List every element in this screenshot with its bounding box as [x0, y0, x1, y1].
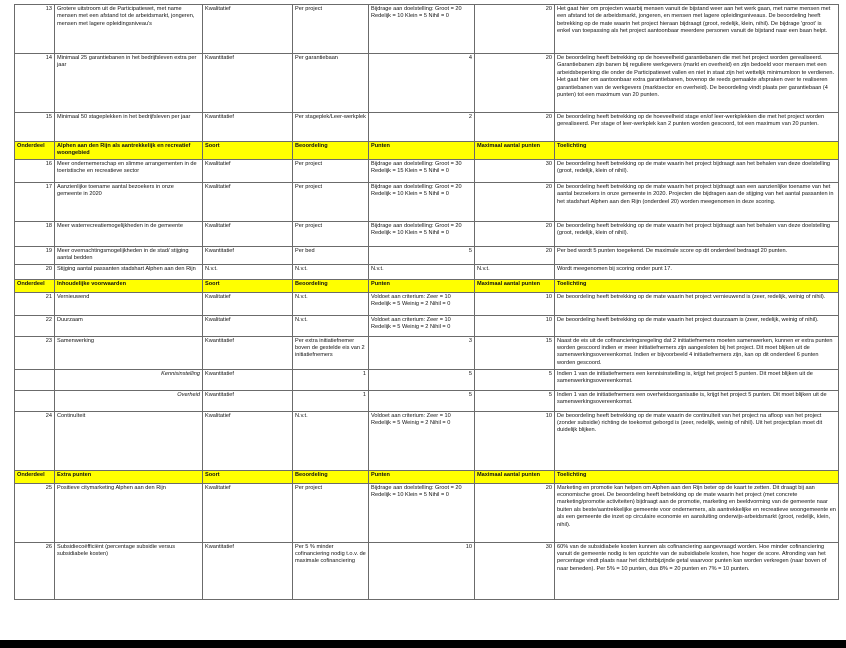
soort: Kwalitatief — [203, 411, 293, 470]
criterium: Stijging aantal passanten stadshart Alphen aan den Rijn — [55, 264, 203, 279]
criterium: Grotere uitstroom uit de Participatiewet, met name mensen met een afstand tot de arbeidsmarkt, jongeren, mensen met lagere opleidingsniveau's — [55, 5, 203, 54]
beoordeling: Per project — [293, 5, 369, 54]
soort: Kwantitatief — [203, 246, 293, 264]
beoordeling: 1 — [293, 369, 369, 390]
punten: Voldoet aan criterium: Zeer = 10 Redelijk = 5 Weinig = 2 Nihil = 0 — [369, 411, 475, 470]
soort: Kwalitatief — [203, 5, 293, 54]
row-number: 26 — [15, 542, 55, 599]
col-onderdeel: Onderdeel — [15, 470, 55, 483]
beoordeling: N.v.t. — [293, 264, 369, 279]
maximaal-punten: 20 — [475, 5, 555, 54]
toelichting: Toelichting — [555, 142, 839, 160]
maximaal-punten: 5 — [475, 369, 555, 390]
punten: Bijdrage aan doelstelling: Groot = 30 Redelijk = 15 Klein = 5 Nihil = 0 — [369, 159, 475, 182]
punten: 10 — [369, 542, 475, 599]
soort: Kwantitatief — [203, 542, 293, 599]
punten: Punten — [369, 279, 475, 292]
toelichting: Het gaat hier om projecten waarbij mensen vanuit de bijstand weer aan het werk gaan, met name mensen met een afstand tot de arbeidsmarkt, jongeren, en mensen met lagere opleidingsniveaus. De beoordeling heeft betrekking op de mate waarin het project hieraan bijdraagt (groot, redelijk, klein, nihil). De bijdrage 'groot' is enkel van toepassing als het project aantoonbaar meerdere personen vanuit de bijstand naar een baan helpt. — [555, 5, 839, 54]
maximaal-punten: 30 — [475, 542, 555, 599]
table-row — [15, 221, 839, 246]
soort: Kwalitatief — [203, 292, 293, 315]
table-row — [15, 542, 839, 599]
table-row — [15, 5, 839, 54]
row-number: 21 — [15, 292, 55, 315]
soort: Kwantitatief — [203, 54, 293, 113]
row-number: 14 — [15, 54, 55, 113]
row-number: 13 — [15, 5, 55, 54]
soort: Kwalitatief — [203, 159, 293, 182]
row-number: 17 — [15, 182, 55, 221]
table-row — [15, 159, 839, 182]
row-number: 16 — [15, 159, 55, 182]
maximaal-punten: 15 — [475, 336, 555, 369]
row-number: 15 — [15, 113, 55, 142]
punten: 5 — [369, 390, 475, 411]
toelichting: Toelichting — [555, 279, 839, 292]
toelichting: De beoordeling heeft betrekking op de hoeveelheid stage en/of leer-werkplekken die met het project worden gerealiseerd. Per stage of leer-werkplek kan 2 punten worden gescoord, tot een maximum van 20 punten. — [555, 113, 839, 142]
soort: Kwantitatief — [203, 390, 293, 411]
punten: N.v.t. — [369, 264, 475, 279]
maximaal-punten: 20 — [475, 113, 555, 142]
col-onderdeel: Onderdeel — [15, 279, 55, 292]
table-row — [15, 390, 839, 411]
criterium: Positieve citymarketing Alphen aan den Rijn — [55, 483, 203, 542]
punten: Bijdrage aan doelstelling: Groot = 20 Redelijk = 10 Klein = 5 Nihil = 0 — [369, 221, 475, 246]
punten: 3 — [369, 336, 475, 369]
maximaal-punten: Maximaal aantal punten — [475, 470, 555, 483]
punten: Punten — [369, 142, 475, 160]
row-number: 24 — [15, 411, 55, 470]
maximaal-punten: 20 — [475, 246, 555, 264]
soort: Kwantitatief — [203, 336, 293, 369]
beoordeling: 1 — [293, 390, 369, 411]
toelichting: De beoordeling heeft betrekking op de mate waarin het project bijdraagt aan het behalen van deze doelstelling (groot, redelijk, klein of nihil). — [555, 221, 839, 246]
criterium: Inhoudelijke voorwaarden — [55, 279, 203, 292]
beoordeling: Per bed — [293, 246, 369, 264]
maximaal-punten: 30 — [475, 159, 555, 182]
beoordeling: Beoordeling — [293, 142, 369, 160]
row-number: 19 — [15, 246, 55, 264]
beoordeling: Per 5 % minder cofinanciering nodig t.o.v. de maximale cofinanciering — [293, 542, 369, 599]
section-header-row — [15, 279, 839, 292]
table-row — [15, 315, 839, 336]
toelichting: Per bed wordt 5 punten toegekend. De maximale score op dit onderdeel bedraagt 20 punten. — [555, 246, 839, 264]
section-header-row — [15, 470, 839, 483]
col-onderdeel: Onderdeel — [15, 142, 55, 160]
row-number: 22 — [15, 315, 55, 336]
criterium: Vernieuwend — [55, 292, 203, 315]
criterium: Alphen aan den Rijn als aantrekkelijk en recreatief woongebied — [55, 142, 203, 160]
toelichting: De beoordeling heeft betrekking op de mate waarin het project bijdraagt aan het behalen van deze doelstelling (groot, redelijk, klein of nihil). — [555, 159, 839, 182]
table-row — [15, 369, 839, 390]
table-row — [15, 54, 839, 113]
toelichting: De beoordeling heeft betrekking op de hoeveelheid garantiebanen die met het project worden gerealiseerd. Garantiebanen zijn banen bij reguliere werkgevers (markt en overheid) en zijn bedoeld voor mensen met een arbeidsbeperking die onder de Participatiewet vallen en niet in staat zijn het wettelijk minimumloon te verdienen. Het gaat hier om aantoonbaar extra garantiebanen, bovenop de reeds gemaakte afspraken over te realiseren garantiebanen van de werkgevers (marktsector en overheid). De beoordeling vindt plaats per garantiebaan (4 punten) tot een maximum van 20 punten. — [555, 54, 839, 113]
toelichting: Toelichting — [555, 470, 839, 483]
row-number: 18 — [15, 221, 55, 246]
bottom-rule — [0, 640, 846, 648]
punten: Voldoet aan criterium: Zeer = 10 Redelijk = 5 Weinig = 2 Nihil = 0 — [369, 292, 475, 315]
beoordeling: Per garantiebaan — [293, 54, 369, 113]
soort: Kwalitatief — [203, 315, 293, 336]
maximaal-punten: 10 — [475, 315, 555, 336]
criterium: Minimaal 25 garantiebanen in het bedrijfsleven extra per jaar — [55, 54, 203, 113]
criterium: Meer ondernemerschap en slimme arrangementen in de toeristische en recreatieve sector — [55, 159, 203, 182]
scoring-table — [14, 4, 839, 600]
soort: N.v.t. — [203, 264, 293, 279]
criterium: Duurzaam — [55, 315, 203, 336]
toelichting: Indien 1 van de initiatiefnemers een overheidsorganisatie is, krijgt het project 5 punten. Dit moet blijken uit de samenwerkingsovereenkomst. — [555, 390, 839, 411]
soort: Soort — [203, 142, 293, 160]
criterium: Meer overnachtingsmogelijkheden in de stad/ stijging aantal bedden — [55, 246, 203, 264]
criterium: Subsidiecoëfficiënt (percentage subsidie versus subsidiabele kosten) — [55, 542, 203, 599]
soort: Kwalitatief — [203, 182, 293, 221]
criterium: Minimaal 50 stageplekken in het bedrijfsleven per jaar — [55, 113, 203, 142]
toelichting: De beoordeling heeft betrekking op de mate waarin het project bijdraagt aan een aanzienlijke toename van het aantal bezoekers in onze gemeente in 2020. Projecten die bijdragen aan de stijging van het aantal passanten in het stadshart Alphen aan den Rijn (onderdeel 20) worden meegenomen in deze scoring. — [555, 182, 839, 221]
beoordeling: N.v.t. — [293, 315, 369, 336]
table-row — [15, 336, 839, 369]
beoordeling: N.v.t. — [293, 411, 369, 470]
toelichting: Indien 1 van de initiatiefnemers een kennisinstelling is, krijgt het project 5 punten. Dit moet blijken uit de samenwerkingsovereenkomst. — [555, 369, 839, 390]
beoordeling: Per project — [293, 159, 369, 182]
table-row — [15, 264, 839, 279]
criterium: Continuïteit — [55, 411, 203, 470]
toelichting: Naast de eis uit de cofinancieringsregeling dat 2 initiatiefnemers moeten samenwerken, kunnen er extra punten worden gescoord indien er meer initiatiefnemers zijn aangesloten bij het project. Dit moet blijken uit de samenwerkingsovereenkomst. Indien er bijvoorbeeld 4 initiatiefnemers zijn, kan op dit onderdeel 6 punten worden gescoord. — [555, 336, 839, 369]
criterium: Meer waterrecreatiemogelijkheden in de gemeente — [55, 221, 203, 246]
maximaal-punten: 20 — [475, 182, 555, 221]
table-row — [15, 411, 839, 470]
row-number — [15, 369, 55, 390]
row-number — [15, 390, 55, 411]
table-row — [15, 246, 839, 264]
beoordeling: Per stageplek/Leer-werkplek — [293, 113, 369, 142]
table-row — [15, 292, 839, 315]
row-number: 23 — [15, 336, 55, 369]
maximaal-punten: 20 — [475, 54, 555, 113]
beoordeling: Per project — [293, 483, 369, 542]
beoordeling: Per extra initiatiefnemer boven de gestelde eis van 2 initiatiefnemers — [293, 336, 369, 369]
maximaal-punten: Maximaal aantal punten — [475, 142, 555, 160]
toelichting: De beoordeling heeft betrekking op de mate waarin de continuïteit van het project na afloop van het project (zonder subsidie) richting de toekomst geborgd is (zeer, redelijk, weinig of nihil). Uit het projectplan moet dit duidelijk blijken. — [555, 411, 839, 470]
punten: 5 — [369, 246, 475, 264]
toelichting: Marketing en promotie kan helpen om Alphen aan den Rijn beter op de kaart te zetten. Dit draagt bij aan economische groei. De beoordeling heeft betrekking op de mate waarin het project (met concrete marketing/promotie activiteiten) bijdraagt aan de promotie, marketing en beeldvorming van de gemeente naar buiten als beste/aantrekkelijke gemeente voor ondernemers, als aantrekkelijke en recreatieve woongemeente en als een gemeente die inzet op circulaire economie en aansluiting onderwijs-arbeidsmarkt (groot, redelijk, klein, nihil). — [555, 483, 839, 542]
soort: Kwantitatief — [203, 113, 293, 142]
punten: 2 — [369, 113, 475, 142]
soort: Kwalitatief — [203, 221, 293, 246]
toelichting: Wordt meegenomen bij scoring onder punt 17. — [555, 264, 839, 279]
maximaal-punten: 10 — [475, 411, 555, 470]
maximaal-punten: 5 — [475, 390, 555, 411]
toelichting: De beoordeling heeft betrekking op de mate waarin het project duurzaam is (zeer, redelijk, weinig of nihil). — [555, 315, 839, 336]
criterium: Extra punten — [55, 470, 203, 483]
punten: Voldoet aan criterium: Zeer = 10 Redelijk = 5 Weinig = 2 Nihil = 0 — [369, 315, 475, 336]
punten: Bijdrage aan doelstelling: Groot = 20 Redelijk = 10 Klein = 5 Nihil = 0 — [369, 5, 475, 54]
criterium: Samenwerking — [55, 336, 203, 369]
punten: Bijdrage aan doelstelling: Groot = 20 Redelijk = 10 Klein = 5 Nihil = 0 — [369, 182, 475, 221]
maximaal-punten: 20 — [475, 221, 555, 246]
criterium: Overheid — [55, 390, 203, 411]
punten: 4 — [369, 54, 475, 113]
table-body — [15, 5, 839, 600]
punten: 5 — [369, 369, 475, 390]
soort: Kwalitatief — [203, 483, 293, 542]
beoordeling: Per project — [293, 221, 369, 246]
punten: Bijdrage aan doelstelling: Groot = 20 Redelijk = 10 Klein = 5 Nihil = 0 — [369, 483, 475, 542]
maximaal-punten: Maximaal aantal punten — [475, 279, 555, 292]
criterium: Aanzienlijke toename aantal bezoekers in onze gemeente in 2020 — [55, 182, 203, 221]
beoordeling: N.v.t. — [293, 292, 369, 315]
toelichting: De beoordeling heeft betrekking op de mate waarin het project vernieuwend is (zeer, redelijk, weinig of nihil). — [555, 292, 839, 315]
maximaal-punten: N.v.t. — [475, 264, 555, 279]
toelichting: 60% van de subsidiabele kosten kunnen als cofinanciering aangevraagd worden. Hoe minder cofinanciering vanuit de gemeente nodig is ten opzichte van de subsidiabele kosten, hoe hoger de score. Afronding van het percentage vindt plaats naar het dichtstbijzijnde getal waarvoor punten kan worden verkregen (naar boven of naar beneden). Per 5% = 10 punten, dus 8% = 20 punten en 7% = 10 punten. — [555, 542, 839, 599]
beoordeling: Per project — [293, 182, 369, 221]
criterium: Kennisinstelling — [55, 369, 203, 390]
beoordeling: Beoordeling — [293, 279, 369, 292]
soort: Soort — [203, 279, 293, 292]
maximaal-punten: 10 — [475, 292, 555, 315]
maximaal-punten: 20 — [475, 483, 555, 542]
table-row — [15, 113, 839, 142]
punten: Punten — [369, 470, 475, 483]
table-row — [15, 483, 839, 542]
soort: Soort — [203, 470, 293, 483]
row-number: 20 — [15, 264, 55, 279]
row-number: 25 — [15, 483, 55, 542]
beoordeling: Beoordeling — [293, 470, 369, 483]
soort: Kwantitatief — [203, 369, 293, 390]
table-row — [15, 182, 839, 221]
section-header-row — [15, 142, 839, 160]
